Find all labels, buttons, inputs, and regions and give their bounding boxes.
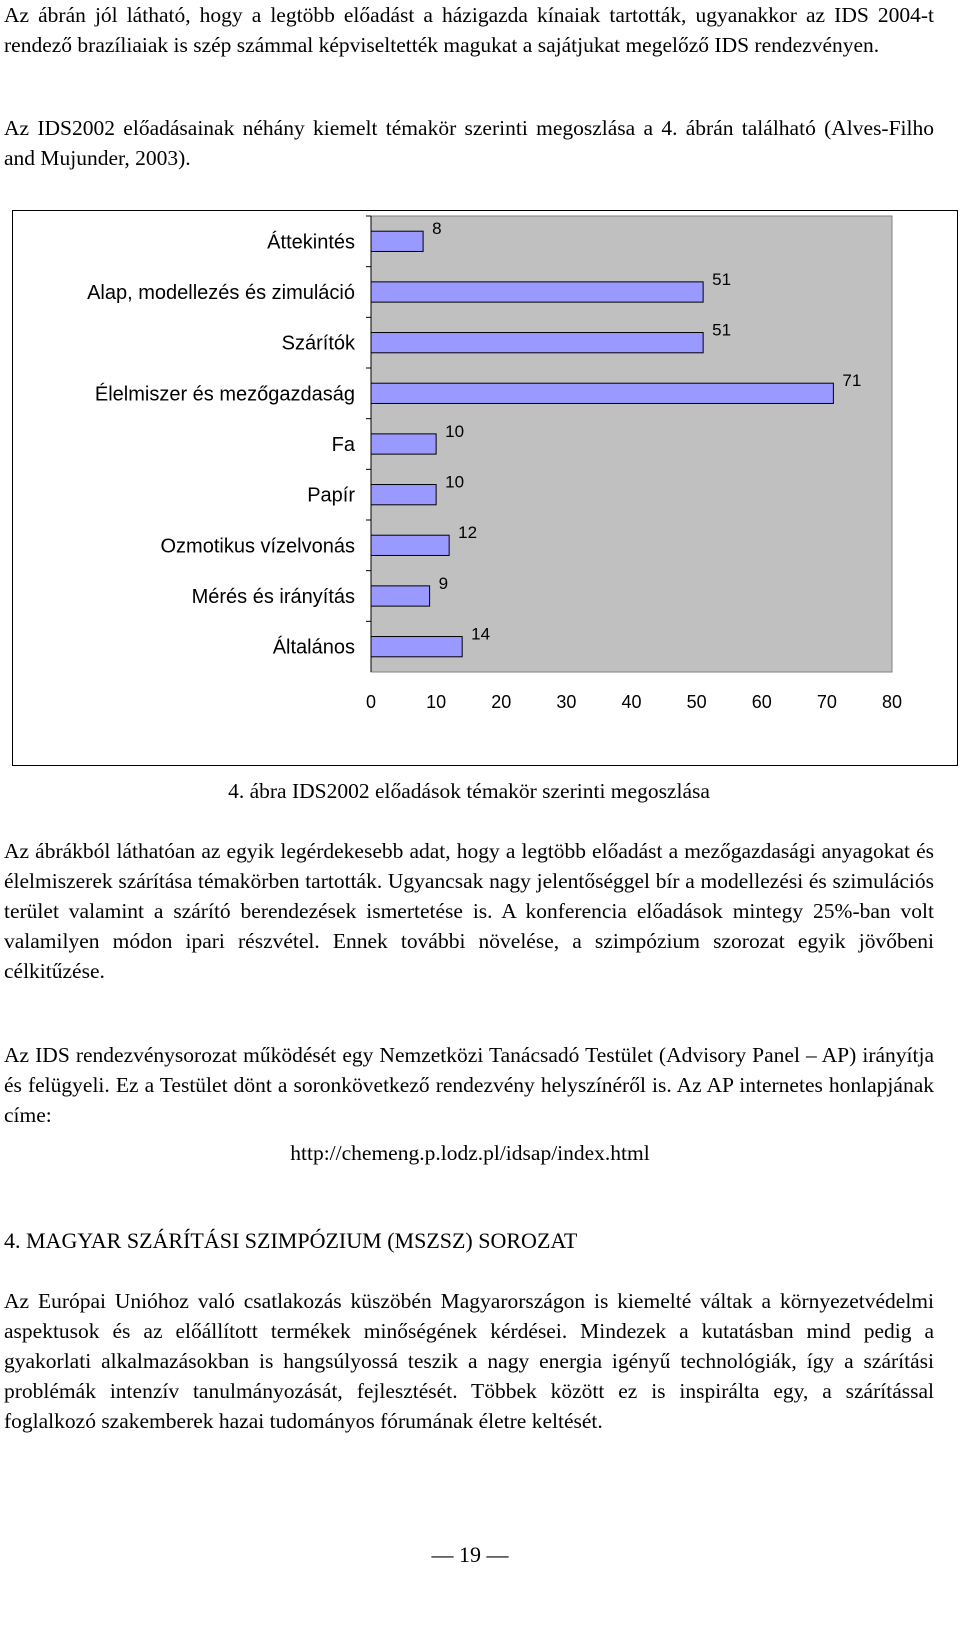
section-heading: 4. MAGYAR SZÁRÍTÁSI SZIMPÓZIUM (MSZSZ) SOROZAT	[4, 1228, 578, 1253]
bar-value-label: 71	[842, 371, 862, 391]
bar-value-label: 14	[471, 624, 491, 644]
category-label: Élelmiszer és mezőgazdaság	[94, 383, 355, 406]
category-label: Általános	[272, 636, 355, 659]
intro-paragraph: Az ábrán jól látható, hogy a legtöbb előadást a házigazda kínaiak tartották, ugyanakkor az IDS 2004-t rendező brazíliaiak is szép számmal képviseltették magukat a sajátjukat megelőző IDS rendezvényen.	[4, 3, 934, 57]
x-tick-label: 0	[365, 692, 377, 712]
advisory-panel-paragraph: Az IDS rendezvénysorozat működését egy Nemzetközi Tanácsadó Testület (Advisory Panel – AP) irányítja és felügyeli. Ez a Testület dönt a soronkövetkező rendezvény helyszínéről is. Az AP internetes honlapjának címe:	[4, 1043, 934, 1127]
figure-reference-paragraph: Az IDS2002 előadásainak néhány kiemelt témakör szerinti megoszlása a 4. ábrán található (Alves-Filho and Mujunder, 2003).	[4, 116, 934, 170]
x-tick-label: 60	[751, 692, 772, 712]
bar	[371, 231, 423, 251]
bar	[371, 333, 703, 353]
bar	[371, 434, 436, 454]
bar	[371, 637, 462, 657]
bar-value-label: 10	[445, 421, 465, 441]
bar-chart	[12, 210, 958, 766]
bar	[371, 282, 703, 302]
category-label: Mérés és irányítás	[191, 586, 355, 608]
analysis-paragraph: Az ábrákból láthatóan az egyik legérdekesebb adat, hogy a legtöbb előadást a mezőgazdasági anyagokat és élelmiszerek szárítása témakörben tartották. Ugyancsak nagy jelentőséggel bír a modellezési és szimulációs terület valamint a szárító berendezések ismertetése is. A konferencia előadások mintegy 25%-ban volt valamilyen módon ipari részvétel. Ennek további növelése, a szimpózium szorozat egyik jövőbeni célkitűzése.	[4, 839, 934, 983]
bar-value-label: 8	[432, 219, 442, 239]
page-number: — 19 —	[431, 1542, 509, 1567]
category-label: Papír	[307, 484, 355, 507]
x-tick-label: 70	[816, 692, 837, 712]
bar-value-label: 51	[712, 269, 732, 289]
category-label: Alap, modellezés és zimuláció	[87, 282, 355, 304]
category-label: Szárítók	[281, 332, 355, 355]
bar-value-label: 51	[712, 320, 732, 340]
section-paragraph: Az Európai Unióhoz való csatlakozás küszöbén Magyarországon is kiemelté váltak a környezetvédelmi aspektusok és az előállított termékek minőségének kérdései. Mindezek a kutatásban mind pedig a gyakorlati alkalmazásokban is hangsúlyossá teszik a nagy energia igényű technológiák, így a szárítási problémák intenzív tanulmányozását, fejlesztését. Többek között ez is inspirálta egy, a szárítással foglalkozó szakemberek hazai tudományos fórumának életre keltését.	[4, 1289, 934, 1433]
bar-value-label: 10	[445, 472, 465, 492]
x-tick-label: 80	[881, 692, 903, 712]
bar-value-label: 12	[458, 523, 478, 543]
category-label: Fa	[331, 434, 355, 456]
bar	[371, 383, 833, 403]
x-tick-label: 20	[491, 692, 512, 712]
category-label: Áttekintés	[267, 231, 355, 254]
category-label: Ozmotikus vízelvonás	[160, 535, 355, 558]
ap-website-url: http://chemeng.p.lodz.pl/idsap/index.html	[290, 1141, 650, 1165]
x-tick-label: 10	[426, 692, 447, 712]
bar	[371, 485, 436, 505]
bar-chart-canvas	[13, 211, 957, 765]
bar	[371, 535, 449, 555]
x-tick-label: 50	[686, 692, 707, 712]
x-tick-label: 40	[621, 692, 642, 712]
bar	[371, 586, 430, 606]
bar-value-label: 9	[438, 573, 449, 593]
figure-caption: 4. ábra IDS2002 előadások témakör szerinti megoszlása	[228, 779, 710, 803]
x-tick-label: 30	[556, 692, 577, 712]
